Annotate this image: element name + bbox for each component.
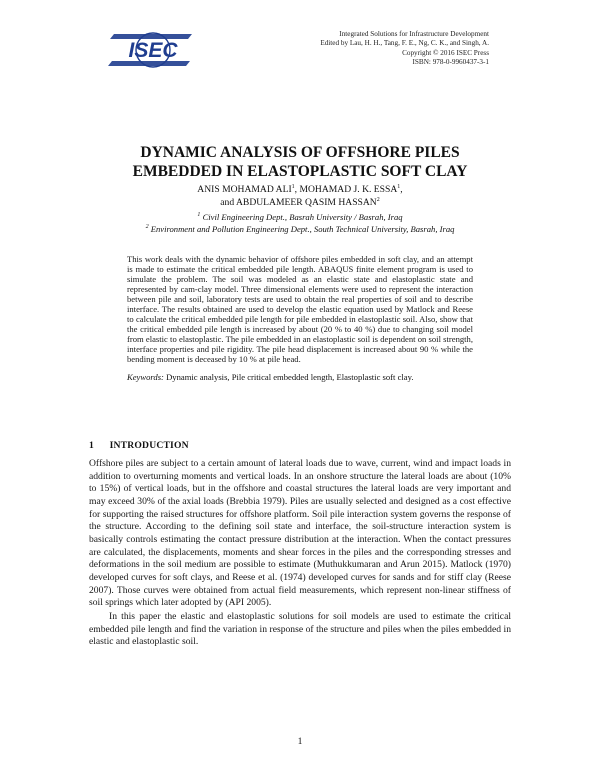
publication-info: [320, 30, 489, 68]
author-1-sup: 1: [291, 183, 295, 190]
isec-logo-graphic: [108, 30, 198, 70]
logo-text: ISEC: [128, 39, 178, 62]
author-2: MOHAMAD J. K. ESSA: [299, 184, 398, 195]
paper-title: [0, 143, 600, 181]
title-line-1: DYNAMIC ANALYSIS OF OFFSHORE PILES: [140, 144, 460, 161]
author-list: ANIS MOHAMAD ALI$^1$, MOHAMAD J. K. ESSA$^1$, and ABDULAMEER QASIM HASSAN$^2$: [197, 183, 403, 208]
section-heading: [89, 440, 189, 451]
section-title: INTRODUCTION: [109, 440, 189, 451]
section-number: 1: [89, 440, 94, 451]
keywords-label: Keywords:: [127, 372, 164, 382]
paragraph-2: In this paper the elastic and elastoplastic solutions for soil models are used to estimate the critical embedded pile length and find the variation in response of the structure and piles when the piles embedded in elastic and elastoplastic soil.: [89, 610, 511, 648]
keywords: [127, 372, 473, 382]
affiliations: [0, 211, 600, 235]
pub-line-1: Integrated Solutions for Infrastructure Development: [339, 30, 489, 38]
author-3-sup: 2: [376, 196, 380, 203]
pub-line-2: Edited by Lau, H. H., Tang, F. E., Ng, C. K., and Singh, A.: [320, 39, 489, 48]
affiliation-2: $^2$ Environment and Pollution Engineering Dept., South Technical University, Basrah, Iraq: [145, 224, 455, 234]
affiliation-1: $^1$ Civil Engineering Dept., Basrah University / Basrah, Iraq: [197, 212, 403, 222]
abstract: This work deals with the dynamic behavior of offshore piles embedded in soft clay, and an attempt is made to estimate the critical embedded pile length. ABAQUS finite element program is used to simulate the problem. The soil was modeled as an elastic state and elastoplastic state and represented by cam-clay model. Three dimensional elements were used to represent the interaction between pile and soil, laboratory tests are used to obtain the real properties of soil and to describe interface. The results obtained are used to develop the elastic equation used by Matlock and Reese to calculate the critical embedded pile length for pile embedded in elastoplastic soil. Also, show that the critical embedded pile length is increased by about (20 % to 40 %) due to changing soil model from elastic to elastoplastic. The pile embedded in an elastoplastic soil is dependent on soil strength, interface properties and pile rigidity. The pile head displacement is increased about 90 % while the bending moment is deceased by 10 % at pile head.: [127, 254, 473, 365]
page-number: 1: [297, 736, 303, 747]
title-line-2: EMBEDDED IN ELASTOPLASTIC SOFT CLAY: [132, 163, 468, 180]
pub-line-3: Copyright © 2016 ISEC Press: [402, 48, 489, 57]
isec-logo: [108, 30, 198, 70]
author-1: ANIS MOHAMAD ALI: [197, 184, 292, 195]
body-text: [89, 458, 511, 649]
pub-line-4: ISBN: 978-0-9960437-3-1: [412, 58, 489, 67]
author-3: ABDULAMEER QASIM HASSAN: [236, 196, 377, 208]
keywords-text: Dynamic analysis, Pile critical embedded length, Elastoplastic soft clay.: [166, 372, 414, 382]
author-2-sup: 1: [397, 183, 401, 190]
paragraph-1: Offshore piles are subject to a certain amount of lateral loads due to wave, current, wind and impact loads in addition to overturning moments and vertical loads. In an onshore structure the lateral loads are about (10% to 15%) of vertical loads, but in the offshore and coastal structures the lateral loads are very important and may exceed 30% of the axial loads (Brebbia 1979). Piles are usually selected and designed as a cost effective for supporting the raised structures for offshore platform. Soil pile interaction system governs the response of the structure. According to the defining soil state and interface, the soil-structure interaction system is basically controls estimating the contact pressure distribution at the interaction. When the contact pressures are calculated, the displacements, moments and shear forces in the piles and the corresponding stresses and deformations in the soil medium are possible to estimate (Muthukkumaran and Arun 2015). Matlock (1970) developed curves for soft clays, and Reese et al. (1974) developed curves for sands and for stiff clay (Reese 2007). Those curves were obtained from actual field measurements, which represent non-linear stiffness of soil springs which later adopted by (API 2005).: [89, 458, 511, 609]
author-and: and: [220, 196, 235, 208]
